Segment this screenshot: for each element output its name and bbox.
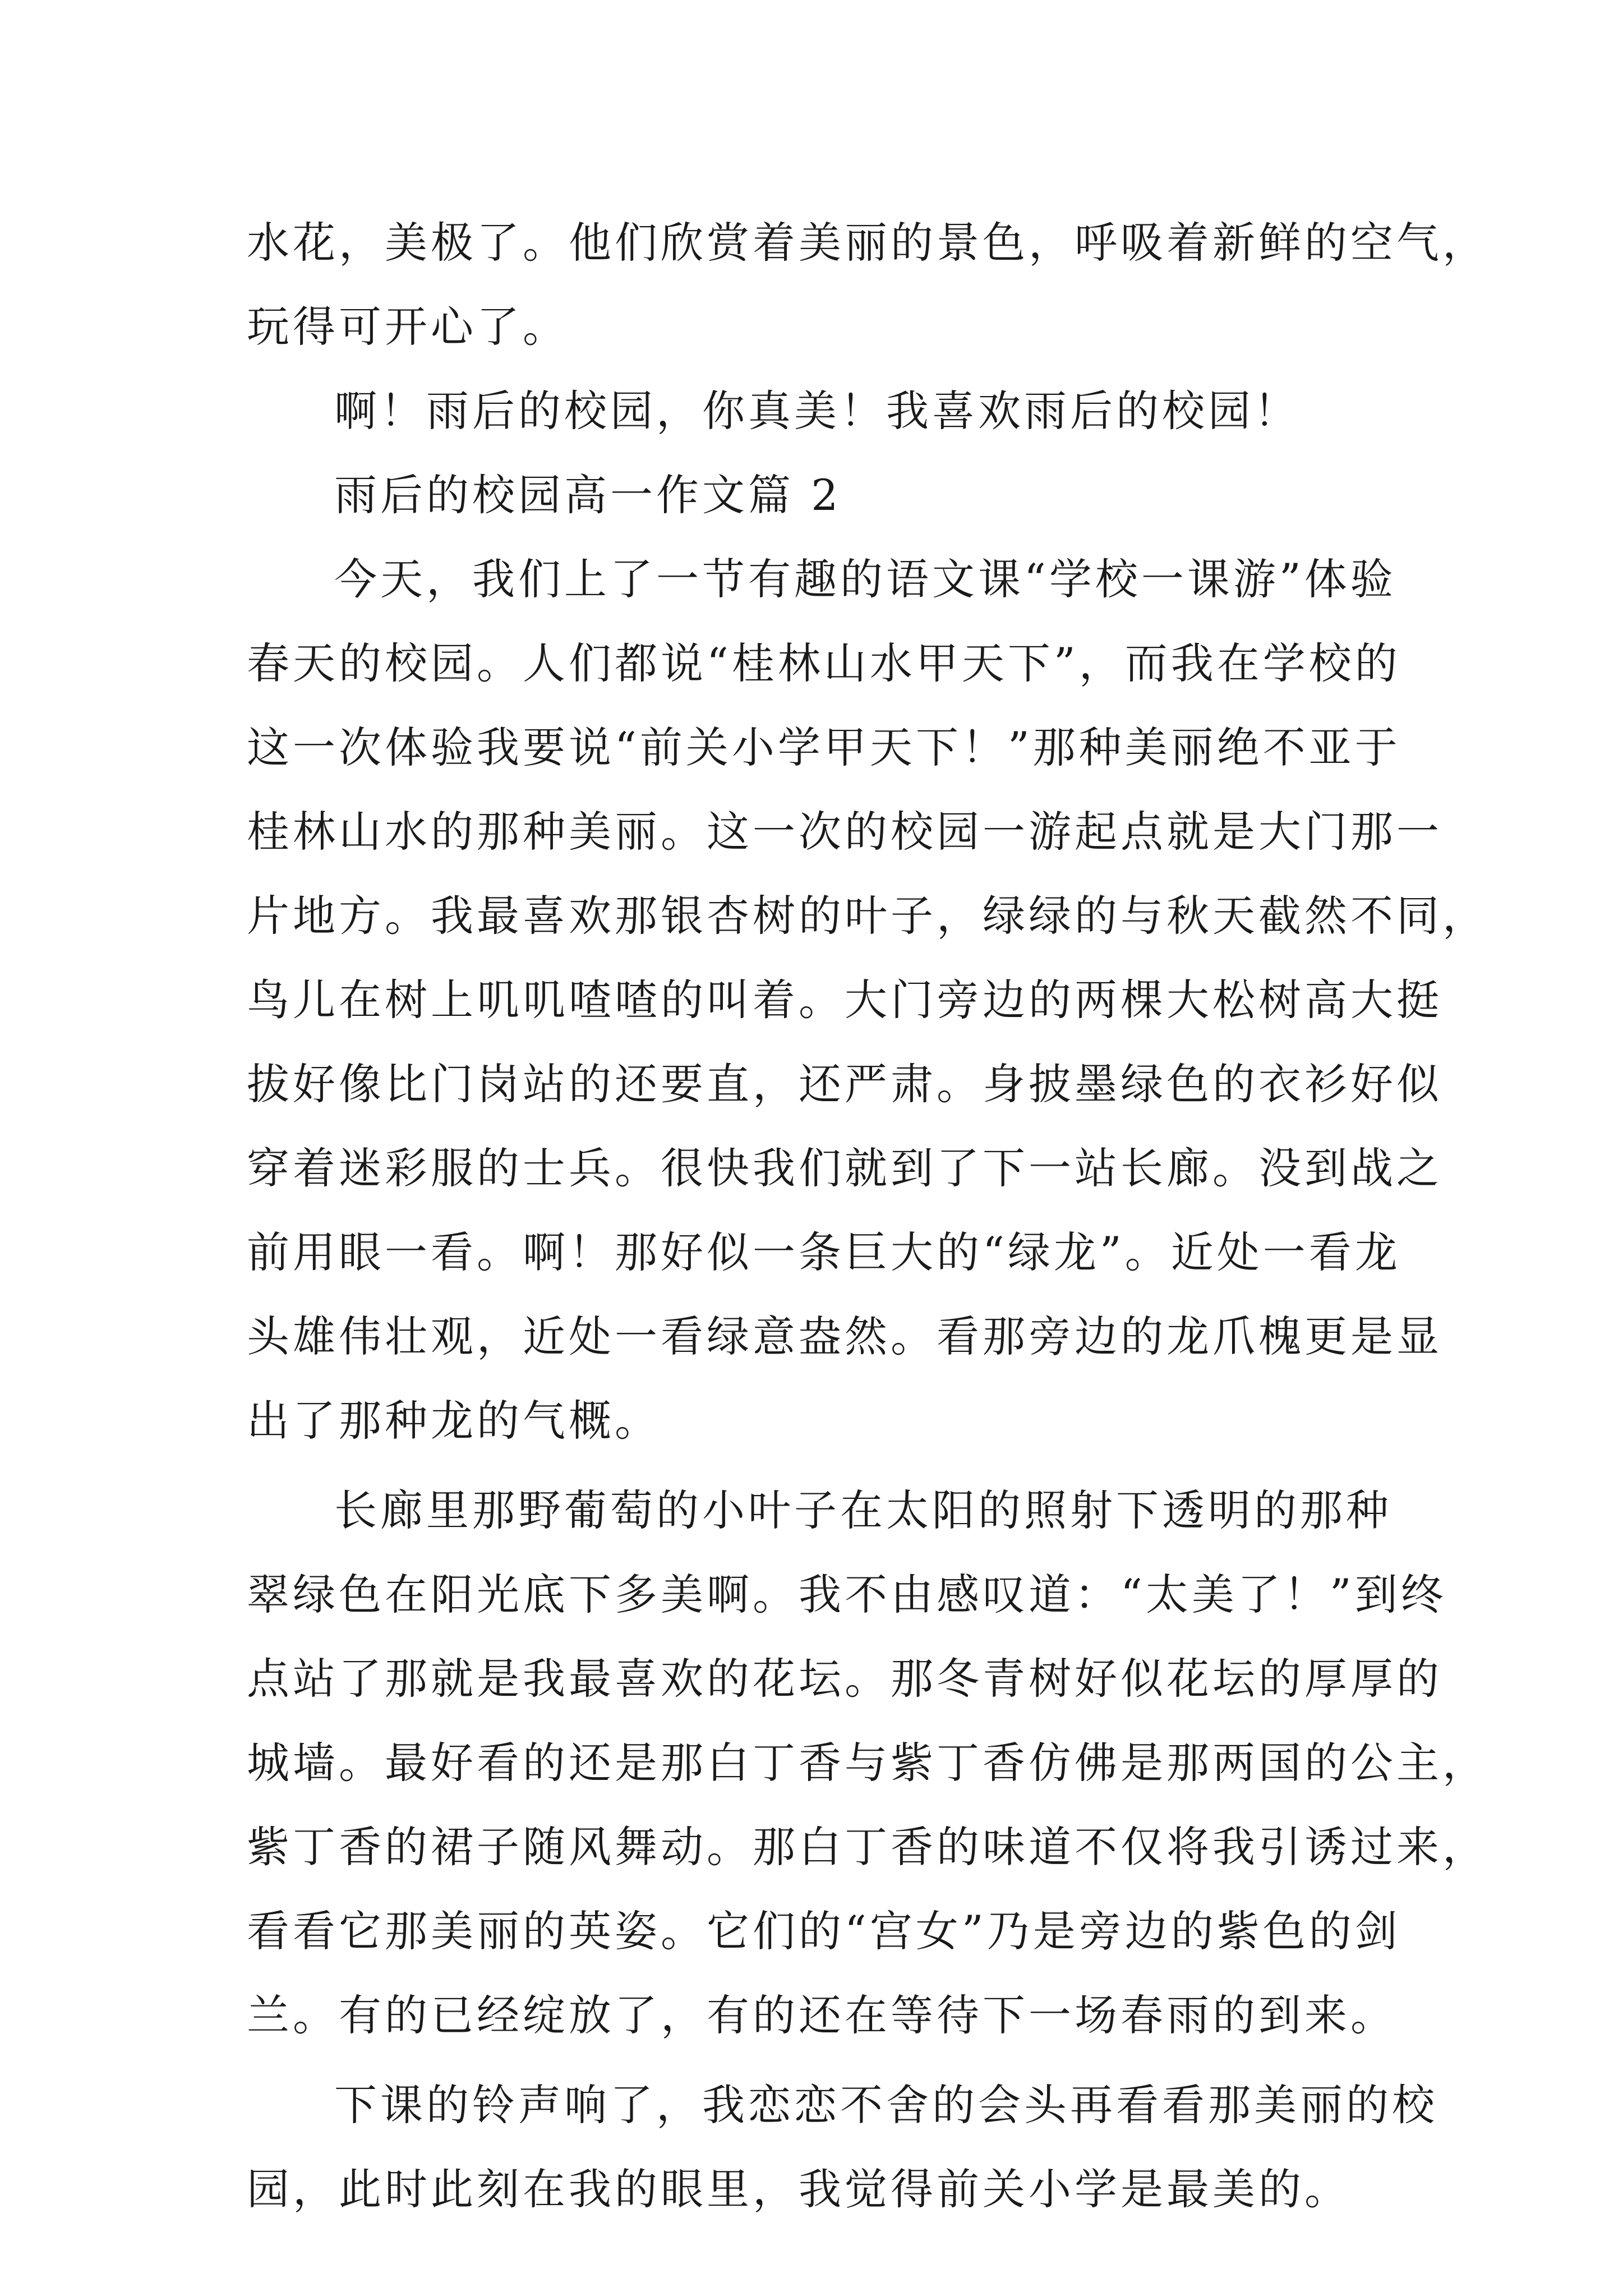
text-line: 前用眼一看。啊！那好似一条巨大的“绿龙”。近处一看龙 <box>247 1227 1401 1277</box>
text-line: 头雄伟壮观，近处一看绿意盎然。看那旁边的龙爪槐更是显 <box>247 1312 1442 1361</box>
text-line: 点站了那就是我最喜欢的花坛。那冬青树好似花坛的厚厚的 <box>247 1654 1442 1704</box>
text-line: 紫丁香的裙子随风舞动。那白丁香的味道不仅将我引诱过来， <box>247 1822 1488 1872</box>
text-line: 园，此时此刻在我的眼里，我觉得前关小学是最美的。 <box>247 2164 1350 2214</box>
text-line: 这一次体验我要说“前关小学甲天下！”那种美丽绝不亚于 <box>247 723 1401 772</box>
text-line: 兰。有的已经绽放了，有的还在等待下一场春雨的到来。 <box>247 1990 1396 2040</box>
text-line: 穿着迷彩服的士兵。很快我们就到了下一站长廊。没到战之 <box>247 1143 1442 1193</box>
text-line: 鸟儿在树上叽叽喳喳的叫着。大门旁边的两棵大松树高大挺 <box>247 975 1442 1025</box>
text-line: 片地方。我最喜欢那银杏树的叶子，绿绿的与秋天截然不同， <box>247 891 1488 941</box>
text-line: 水花，美极了。他们欣赏着美丽的景色，呼吸着新鲜的空气， <box>247 218 1488 268</box>
text-line: 春天的校园。人们都说“桂林山水甲天下”，而我在学校的 <box>247 638 1401 688</box>
text-line: 城墙。最好看的还是那白丁香与紫丁香仿佛是那两国的公主， <box>247 1738 1488 1788</box>
text-line: 出了那种龙的气概。 <box>247 1396 661 1446</box>
exclamation-line: 啊！雨后的校园，你真美！我喜欢雨后的校园！ <box>334 386 1300 436</box>
section-title: 雨后的校园高一作文篇 2 <box>334 470 842 520</box>
text-line: 长廊里那野葡萄的小叶子在太阳的照射下透明的那种 <box>334 1485 1392 1535</box>
text-line: 桂林山水的那种美丽。这一次的校园一游起点就是大门那一 <box>247 807 1442 857</box>
text-line: 今天，我们上了一节有趣的语文课“学校一课游”体验 <box>334 554 1396 604</box>
text-line: 下课的铃声响了，我恋恋不舍的会头再看看那美丽的校 <box>334 2080 1438 2130</box>
text-line: 玩得可开心了。 <box>247 302 569 352</box>
text-line: 翠绿色在阳光底下多美啊。我不由感叹道：“太美了！”到终 <box>247 1570 1447 1619</box>
text-line: 拔好像比门岗站的还要直，还严肃。身披墨绿色的衣衫好似 <box>247 1059 1442 1109</box>
text-line: 看看它那美丽的英姿。它们的“宫女”乃是旁边的紫色的剑 <box>247 1906 1401 1956</box>
